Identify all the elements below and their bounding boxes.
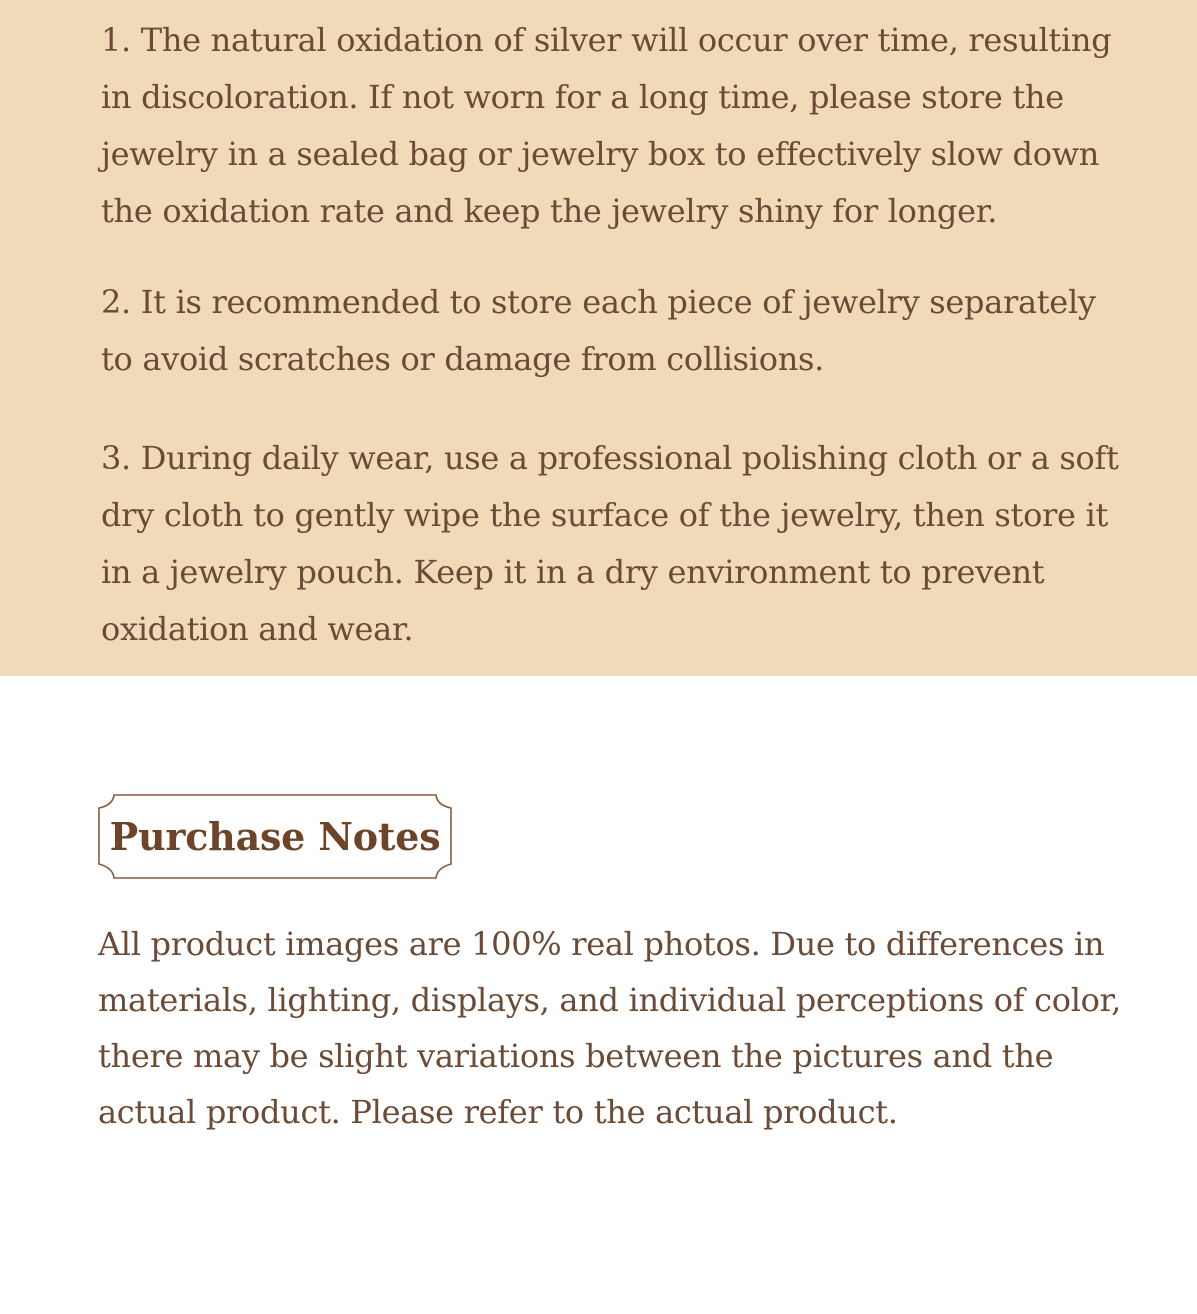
purchase-notes-badge <box>96 792 454 882</box>
purchase-notes-body: All product images are 100% real photos. Due to differences in materials, lighting, displays, and individual perceptions of color, there may be slight variations between the pictures and the actual product. Please refer to the actual product. <box>98 925 1121 1131</box>
care-item-1: 1. The natural oxidation of silver will occur over time, resulting in discoloration. If not worn for a long time, please store the jewelry in a sealed bag or jewelry box to effectively slow down the oxidation rate and keep the jewelry shiny for longer. <box>101 21 1112 230</box>
care-item-2: 2. It is recommended to store each piece of jewelry separately to avoid scratches or damage from collisions. <box>101 283 1096 378</box>
care-item-3: 3. During daily wear, use a professional polishing cloth or a soft dry cloth to gently wipe the surface of the jewelry, then store it in a jewelry pouch. Keep it in a dry environment to prevent oxidation and wear. <box>101 439 1119 648</box>
purchase-notes-title: Purchase Notes <box>109 814 441 859</box>
purchase-notes-section <box>0 676 1197 1314</box>
